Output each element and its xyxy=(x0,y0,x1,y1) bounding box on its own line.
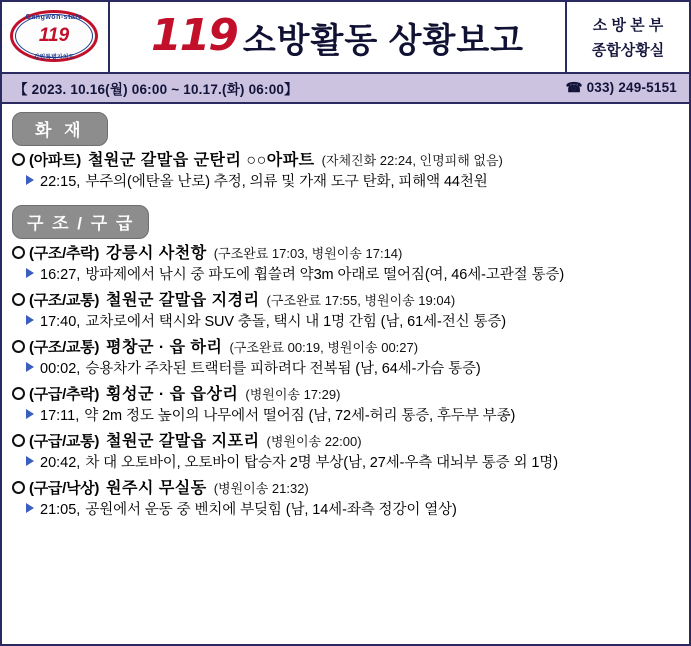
incident-entry xyxy=(12,151,679,193)
incident-entry xyxy=(12,244,679,286)
circle-bullet-icon xyxy=(12,246,25,259)
triangle-bullet-icon xyxy=(26,409,34,419)
incident-entry xyxy=(12,338,679,380)
incident-time: 20:42, xyxy=(40,455,81,471)
circle-bullet-icon xyxy=(12,387,25,400)
incident-detail xyxy=(12,265,679,286)
incident-detail xyxy=(12,406,679,427)
incident-time: 16:27, xyxy=(40,267,81,283)
incident-type: (아파트) xyxy=(29,152,81,169)
incident-description: 방파제에서 낚시 중 파도에 휩쓸려 약3m 아래로 떨어짐(여, 46세-고관절 통증) xyxy=(85,267,565,283)
incident-time: 21:05, xyxy=(40,502,81,518)
incident-type: (구급/추락) xyxy=(29,386,100,403)
incident-title xyxy=(12,479,679,499)
emblem-center-text: 119 xyxy=(38,25,70,46)
incident-location: 철원군 갈말읍 군탄리 ○○아파트 xyxy=(87,152,315,169)
office-line-1: 소 방 본 부 xyxy=(592,17,664,34)
report-body xyxy=(2,104,689,521)
emblem-top-text: Gangwon-state xyxy=(25,14,83,21)
incident-type: (구조/추락) xyxy=(29,245,100,262)
incident-location: 철원군 갈말읍 지경리 xyxy=(106,292,260,309)
incident-detail xyxy=(12,453,679,474)
incident-time: 17:40, xyxy=(40,314,81,330)
incident-note: (병원이송 21:32) xyxy=(213,481,309,496)
emblem-icon xyxy=(10,10,100,64)
circle-bullet-icon xyxy=(12,340,25,353)
issuing-office xyxy=(567,2,689,72)
incident-time: 22:15, xyxy=(40,174,81,190)
circle-bullet-icon xyxy=(12,153,25,166)
circle-bullet-icon xyxy=(12,293,25,306)
incident-location: 평창군 · 읍 하리 xyxy=(106,339,223,356)
phone-number: 033) 249-5151 xyxy=(586,80,677,95)
incident-title xyxy=(12,432,679,452)
incident-location: 강릉시 사천항 xyxy=(106,245,207,262)
triangle-bullet-icon xyxy=(26,268,34,278)
incident-time: 00:02, xyxy=(40,361,81,377)
circle-bullet-icon xyxy=(12,434,25,447)
incident-note: (자체진화 22:24, 인명피해 없음) xyxy=(321,153,503,168)
triangle-bullet-icon xyxy=(26,315,34,325)
incident-description: 공원에서 운동 중 벤치에 부딪힘 (남, 14세-좌측 정강이 열상) xyxy=(85,502,457,518)
incident-title xyxy=(12,338,679,358)
incident-location: 철원군 갈말읍 지포리 xyxy=(106,433,260,450)
incident-description: 부주의(에탄올 난로) 추정, 의류 및 가재 도구 탄화, 피해액 44천원 xyxy=(85,174,488,190)
triangle-bullet-icon xyxy=(26,503,34,513)
incident-detail xyxy=(12,312,679,333)
section-heading-rescue-ems: 구 조 / 구 급 xyxy=(12,205,149,239)
incident-description: 차 대 오토바이, 오토바이 탑승자 2명 부상(남, 27세-우측 대뇌부 통증 외 1명) xyxy=(85,455,558,471)
triangle-bullet-icon xyxy=(26,175,34,185)
incident-detail xyxy=(12,172,679,193)
period-bar xyxy=(2,74,689,104)
incident-entry xyxy=(12,385,679,427)
incident-entry xyxy=(12,432,679,474)
incident-entry xyxy=(12,479,679,521)
contact-phone xyxy=(566,80,677,96)
incident-type: (구조/교통) xyxy=(29,339,100,356)
incident-entry xyxy=(12,291,679,333)
incident-title xyxy=(12,244,679,264)
section-rescue-ems xyxy=(12,205,679,521)
agency-emblem xyxy=(2,2,110,72)
incident-location: 원주시 무실동 xyxy=(106,480,207,497)
incident-description: 약 2m 정도 높이의 나무에서 떨어짐 (남, 72세-허리 통증, 후두부 부종) xyxy=(84,408,516,424)
incident-title xyxy=(12,385,679,405)
section-fire xyxy=(12,112,679,193)
page-title: 소방활동 상황보고 xyxy=(242,21,525,60)
incident-type: (구급/낙상) xyxy=(29,480,100,497)
logo-119: 119 xyxy=(150,10,237,61)
incident-note: (구조완료 17:03, 병원이송 17:14) xyxy=(213,246,403,261)
triangle-bullet-icon xyxy=(26,456,34,466)
incident-time: 17:11, xyxy=(40,408,80,424)
circle-bullet-icon xyxy=(12,481,25,494)
office-line-2: 종합상황실 xyxy=(591,42,665,59)
report-period: 【 2023. 10.16(월) 06:00 ~ 10.17.(화) 06:00】 xyxy=(14,82,298,97)
incident-detail xyxy=(12,359,679,380)
incident-detail xyxy=(12,500,679,521)
incident-title xyxy=(12,151,679,171)
incident-type: (구조/교통) xyxy=(29,292,100,309)
incident-type: (구급/교통) xyxy=(29,433,100,450)
incident-description: 승용차가 주차된 트랙터를 피하려다 전복됨 (남, 64세-가슴 통증) xyxy=(85,361,481,377)
phone-icon: ☎ xyxy=(565,80,583,95)
report-header xyxy=(2,2,689,74)
incident-location: 횡성군 · 읍 읍상리 xyxy=(106,386,239,403)
emblem-bottom-text: 강원특별자치도 xyxy=(33,55,75,61)
incident-note: (병원이송 22:00) xyxy=(266,434,362,449)
incident-note: (구조완료 00:19, 병원이송 00:27) xyxy=(229,340,419,355)
incident-description: 교차로에서 택시와 SUV 충돌, 택시 내 1명 간힘 (남, 61세-전신 통증) xyxy=(85,314,507,330)
triangle-bullet-icon xyxy=(26,362,34,372)
section-heading-fire: 화 재 xyxy=(12,112,108,146)
section-divider xyxy=(12,195,679,205)
incident-title xyxy=(12,291,679,311)
report-title-block xyxy=(110,2,567,72)
incident-note: (구조완료 17:55, 병원이송 19:04) xyxy=(266,293,456,308)
incident-note: (병원이송 17:29) xyxy=(245,387,341,402)
